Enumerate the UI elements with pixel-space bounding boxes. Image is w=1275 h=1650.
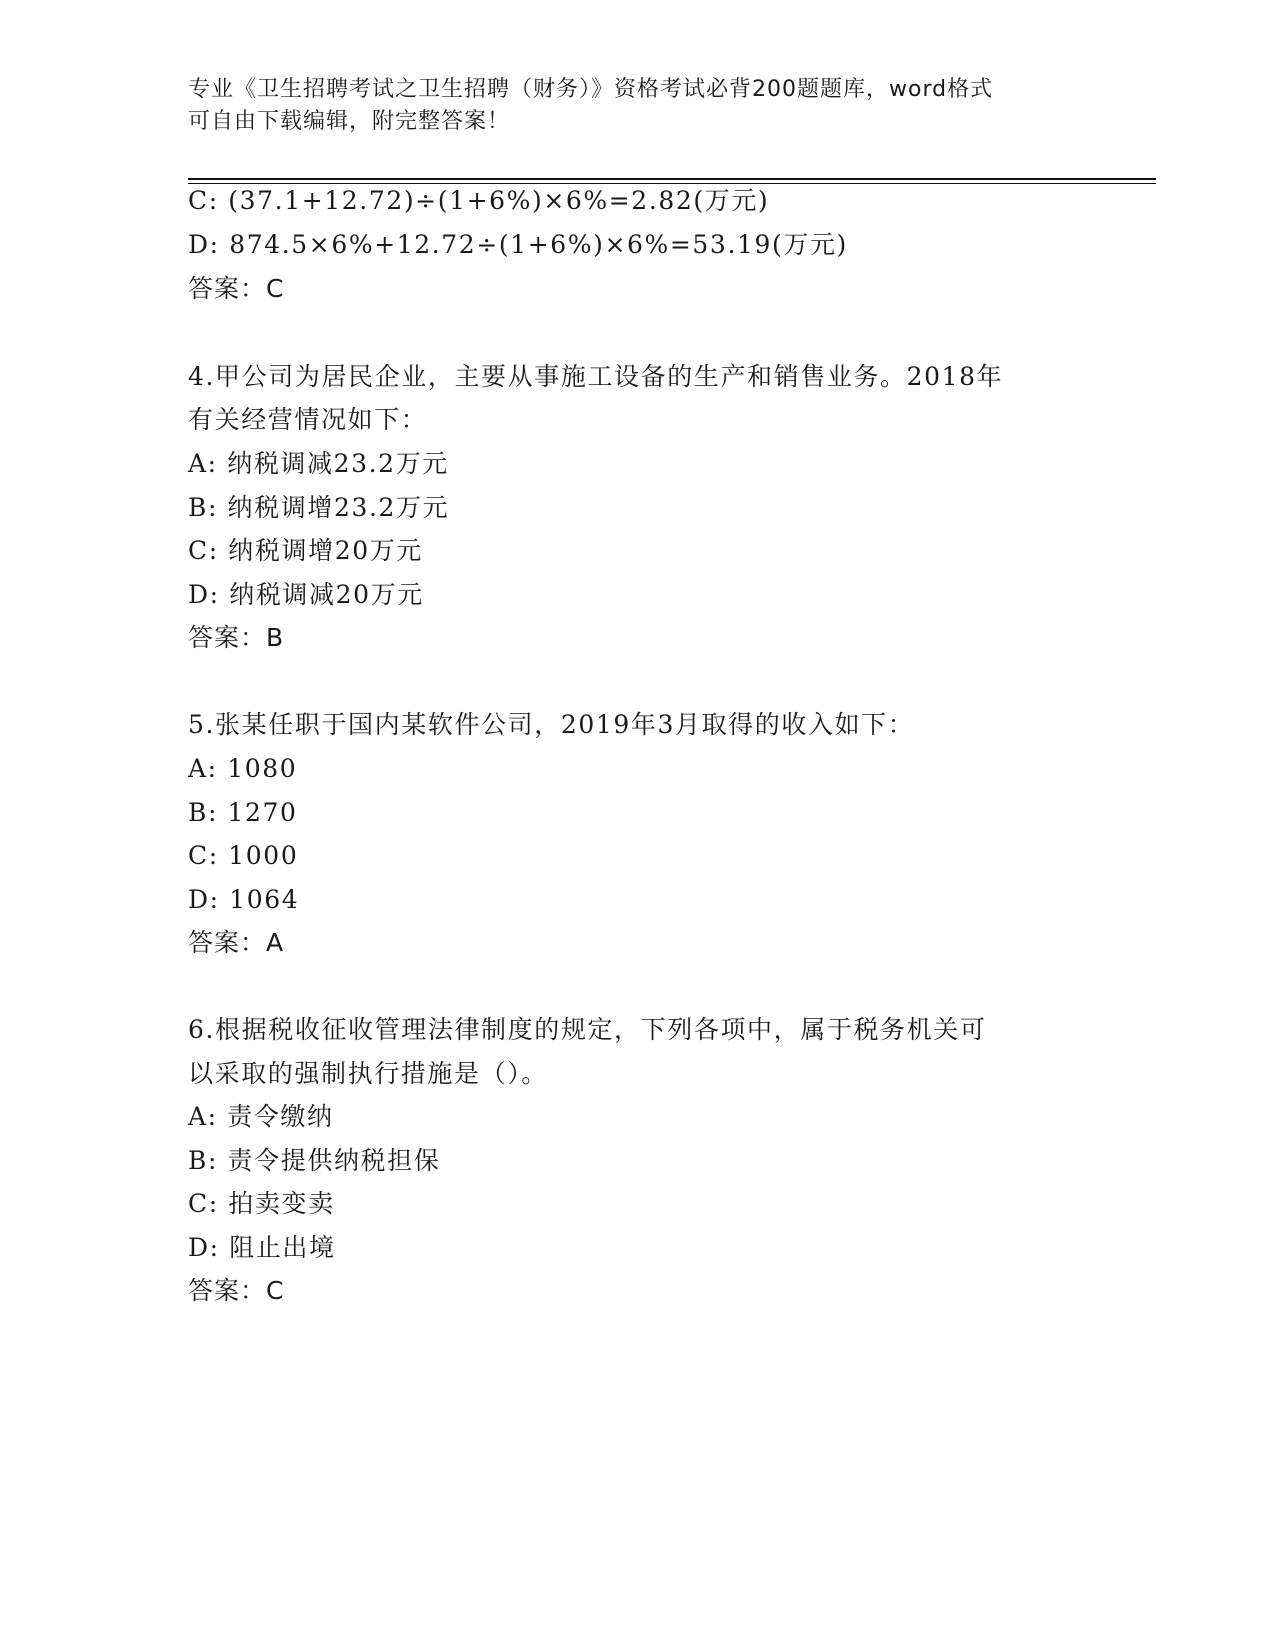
document-header — [188, 74, 1088, 138]
q3-option-d: D: 874.5×6%+12.72÷(1+6%)×6%=53.19(万元) — [188, 230, 848, 259]
q5-option-d: D: 1064 — [188, 885, 300, 914]
q5-option-c: C: 1000 — [188, 841, 299, 870]
q6-option-c: C: 拍卖变卖 — [188, 1189, 335, 1218]
q6-stem-line-2: 以采取的强制执行措施是（）。 — [188, 1059, 548, 1088]
header-divider-thick — [188, 178, 1156, 180]
q4-stem-line-2: 有关经营情况如下： — [188, 405, 428, 434]
q6-option-d: D: 阻止出境 — [188, 1233, 336, 1262]
q6-option-b: B: 责令提供纳税担保 — [188, 1146, 441, 1175]
q5-option-a: A: 1080 — [188, 754, 298, 783]
q5-answer: 答案：A — [188, 928, 285, 957]
header-title-line-1: 专业《卫生招聘考试之卫生招聘（财务）》资格考试必背200题题库，word格式 — [188, 77, 994, 102]
q5-option-b: B: 1270 — [188, 798, 298, 827]
header-title-line-2: 可自由下载编辑，附完整答案！ — [188, 109, 511, 134]
q3-option-c: C: (37.1+12.72)÷(1+6%)×6%=2.82(万元) — [188, 186, 770, 215]
q4-option-d: D: 纳税调减20万元 — [188, 580, 424, 609]
q4-answer: 答案：B — [188, 623, 285, 652]
q4-option-a: A: 纳税调减23.2万元 — [188, 449, 449, 478]
q6-answer: 答案：C — [188, 1276, 285, 1305]
q5-stem-line-1: 5.张某任职于国内某软件公司，2019年3月取得的收入如下： — [188, 710, 915, 739]
q4-option-c: C: 纳税调增20万元 — [188, 536, 423, 565]
q4-stem-line-1: 4.甲公司为居民企业，主要从事施工设备的生产和销售业务。2018年 — [188, 362, 1004, 391]
q3-answer: 答案：C — [188, 274, 285, 303]
q6-option-a: A: 责令缴纳 — [188, 1102, 334, 1131]
q6-stem-line-1: 6.根据税收征收管理法律制度的规定，下列各项中，属于税务机关可 — [188, 1015, 987, 1044]
q4-option-b: B: 纳税调增23.2万元 — [188, 493, 450, 522]
